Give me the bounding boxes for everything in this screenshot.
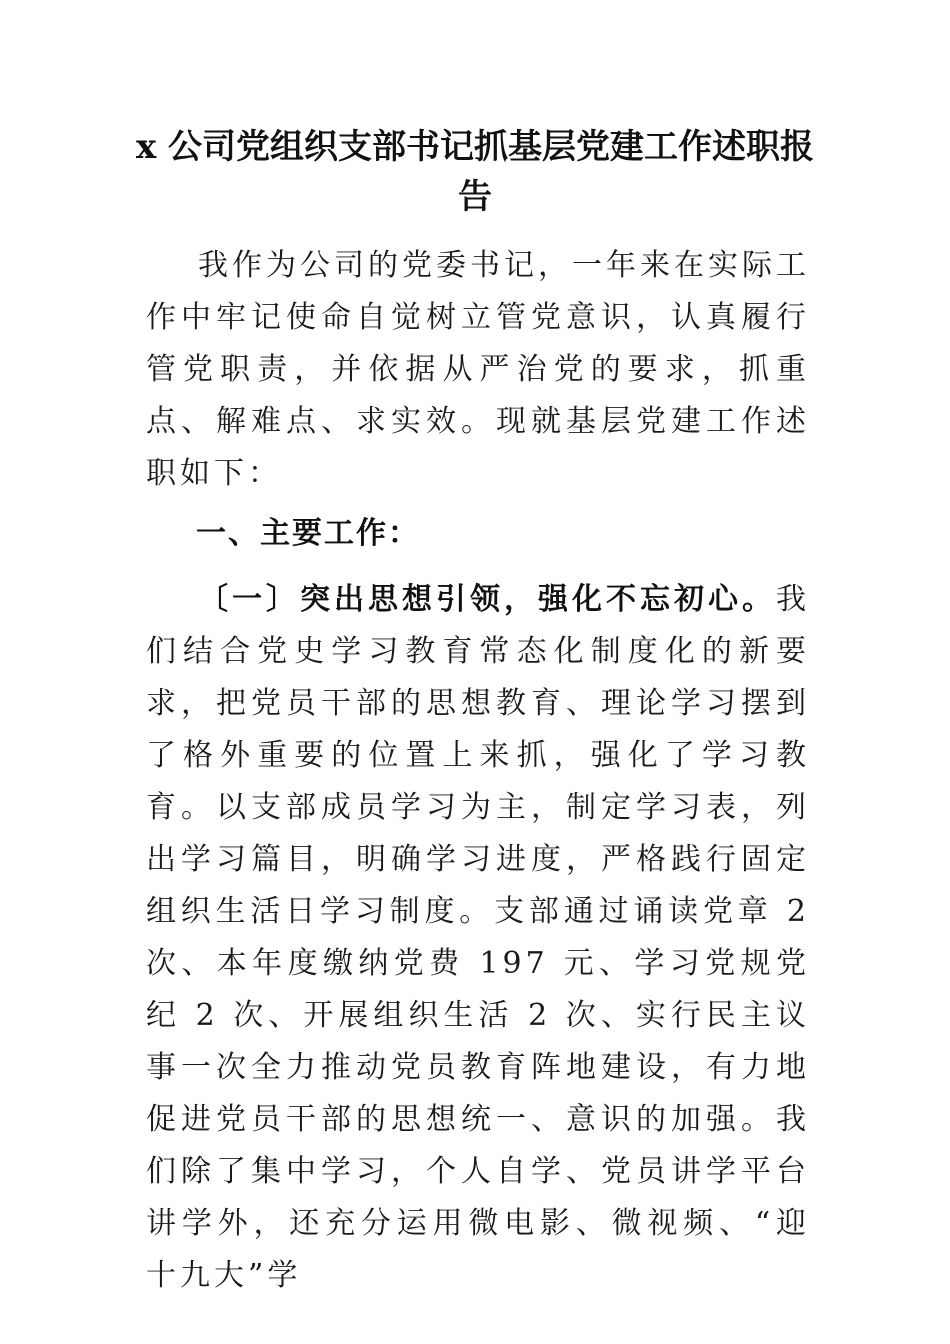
paragraph-thought-leadership bbox=[146, 574, 810, 1302]
document-title: x 公司党组织支部书记抓基层党建工作述职报告 bbox=[135, 127, 815, 217]
paragraph-body-text: 我们结合党史学习教育常态化制度化的新要求，把党员干部的思想教育、理论学习摆到了格外重要的位置上来抓，强化了学习教育。以支部成员学习为主，制定学习表，列出学习篇目，明确学习进度，严格践行固定组织生活日学习制度。支部通过诵读党章 2 次、本年度缴纳党费 197 元、学习党规党纪 2 次、开展组织生活 2 次、实行民主议事一次全力推动党员教育阵地建设，有力地促进党员干部的思想统一、意识的加强。我们除了集中学习，个人自学、党员讲学平台讲学外，还充分运用微电影、微视频、“迎十九大”学 bbox=[146, 582, 810, 1293]
paragraph-lead-text: 〔一〕突出思想引领，强化不忘初心。 bbox=[198, 582, 776, 617]
intro-paragraph: 我作为公司的党委书记，一年来在实际工作中牢记使命自觉树立管党意识，认真履行管党职责，并依据从严治党的要求，抓重点、解难点、求实效。现就基层党建工作述职如下： bbox=[146, 248, 810, 491]
section-heading-main-work: 一、主要工作： bbox=[196, 516, 420, 551]
